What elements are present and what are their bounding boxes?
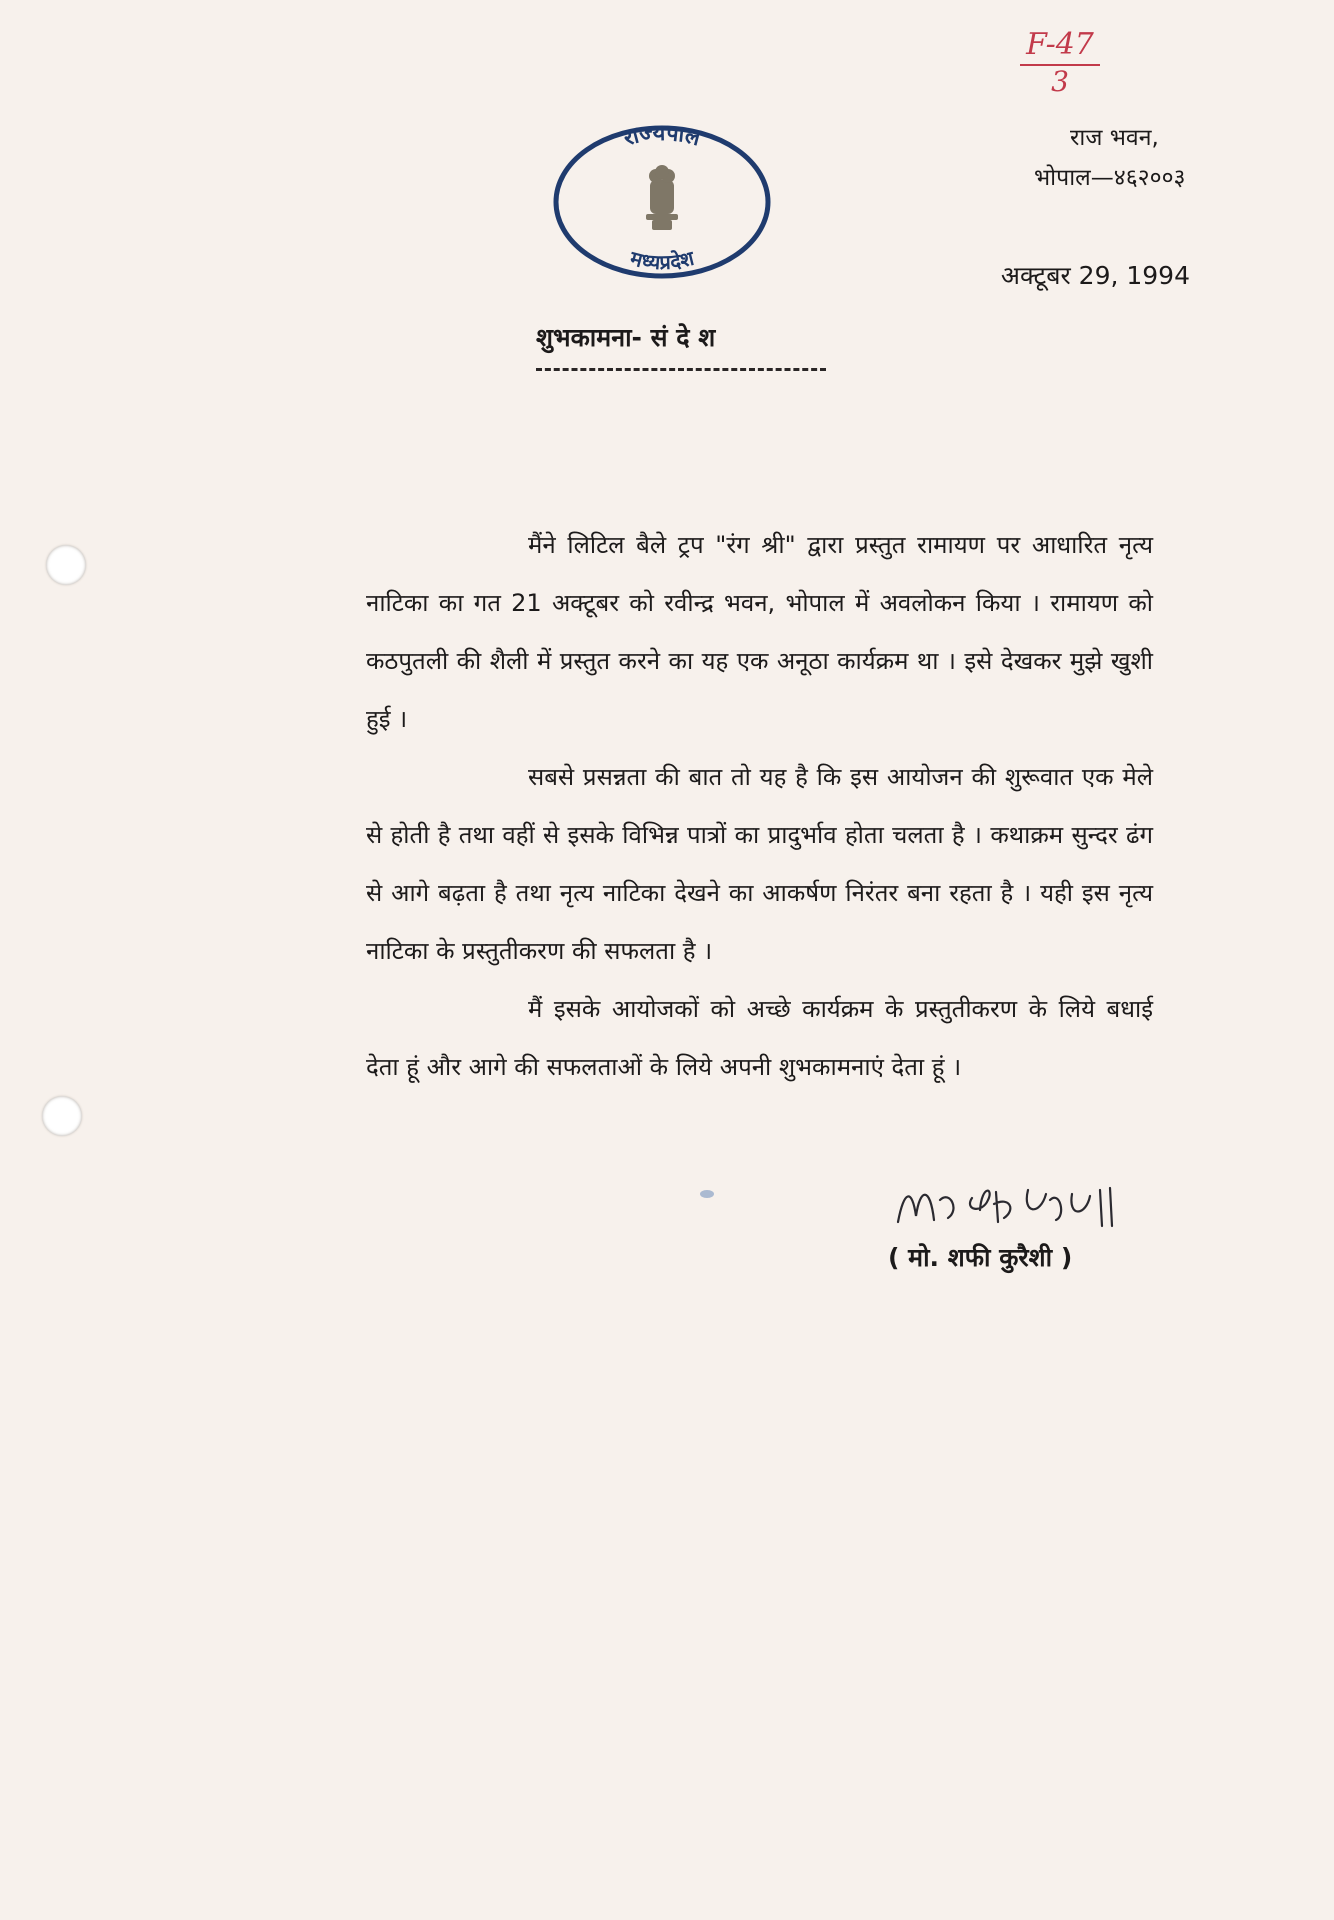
file-reference-sub: 3	[1051, 65, 1069, 98]
address-block	[1000, 118, 1230, 198]
punch-hole	[42, 1096, 82, 1136]
seal-top-text: राज्यपाल	[621, 122, 703, 152]
seal-bottom-text: मध्यप्रदेश	[627, 245, 697, 275]
governor-seal-stamp	[552, 122, 772, 282]
punch-hole	[46, 545, 86, 585]
svg-text:मध्यप्रदेश	[627, 245, 698, 274]
body-paragraph: सबसे प्रसन्नता की बात तो यह है कि इस आयोजन की शुरूवात एक मेले से होती है तथा वहीं से इसके विभिन्न पात्रों का प्रादुर्भाव होता चलता है । कथाक्रम सुन्दर ढंग से आगे बढ़ता है तथा नृत्य नाटिका देखने का आकर्षण निरंतर बना रहता है । यही इस नृत्य नाटिका के प्रस्तुतीकरण की सफलता है ।	[366, 763, 1153, 965]
letter-title: शुभकामना- सं दे श	[536, 323, 716, 352]
title-underline	[536, 368, 826, 371]
letter-body	[366, 516, 1153, 1096]
body-paragraph: मैंने लिटिल बैले ट्रप "रंग श्री" द्वारा प्रस्तुत रामायण पर आधारित नृत्य नाटिका का गत 21 अक्टूबर को रवीन्द्र भवन, भोपाल में अवलोकन किया । रामायण को कठपुतली की शैली में प्रस्तुत करने का यह एक अनूठा कार्यक्रम था । इसे देखकर मुझे खुशी हुई ।	[366, 531, 1153, 733]
file-reference-annotation	[1020, 28, 1100, 98]
file-reference-number: F-47	[1020, 28, 1100, 66]
ashoka-emblem-icon	[646, 165, 678, 230]
signature-text: मो शफी कुरैशी	[890, 1170, 896, 1171]
letter-date: अक्टूबर 29, 1994	[1000, 261, 1190, 290]
signer-name: ( मो. शफी कुरैशी )	[888, 1243, 1073, 1272]
ink-spot	[700, 1190, 714, 1198]
body-paragraph: मैं इसके आयोजकों को अच्छे कार्यक्रम के प्रस्तुतीकरण के लिये बधाई देता हूं और आगे की सफलताओं के लिये अपनी शुभकामनाएं देता हूं ।	[366, 995, 1153, 1081]
handwritten-signature	[890, 1170, 1150, 1240]
address-line-2: भोपाल—४६२००३	[1034, 165, 1186, 191]
svg-text:राज्यपाल	[620, 122, 704, 152]
address-line-1: राज भवन,	[1070, 125, 1159, 151]
